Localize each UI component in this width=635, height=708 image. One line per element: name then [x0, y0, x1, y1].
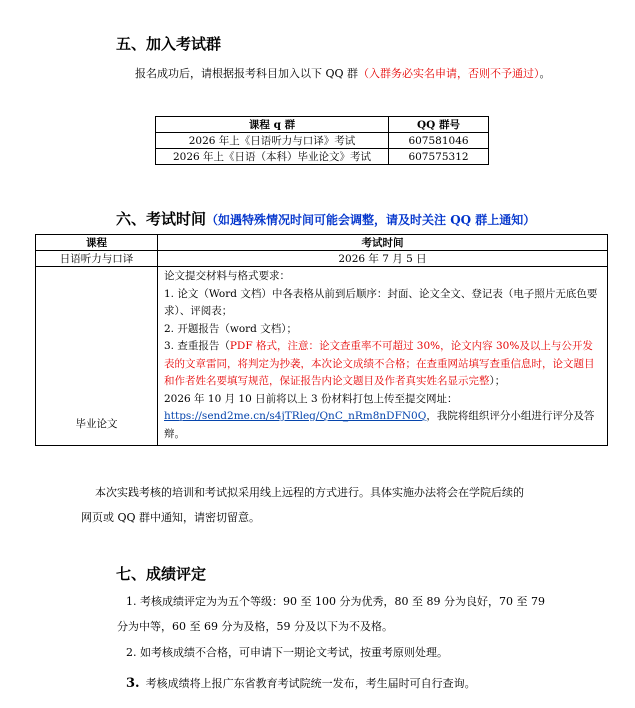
exam-table-course-thesis: 毕业论文	[36, 267, 158, 446]
grading-item-3-text: 考核成绩将上报广东省教育考试院统一发布，考生届时可自行查询。	[145, 677, 476, 690]
thesis-req-item-3-warning: PDF 格式，注意：论文查重率不可超过 30%，论文内容 30%及以上与公开发表的文章雷同，将判定为抄袭，本次论文成绩不合格；在查重网站填写查重信息时，论文题目和作者姓名要填写规范，保证报告内论文题目及作者真实姓名显示完整	[164, 340, 595, 387]
section-6-title: 六、考试时间	[116, 210, 207, 228]
exam-table-course-listening: 日语听力与口译	[36, 251, 158, 267]
exam-table-thesis-requirements	[158, 267, 608, 446]
thesis-submission-after-link: ，我院将组织评分小组进行评分及答辩。	[164, 410, 595, 440]
thesis-req-item-1: 1. 论文（Word 文档）中各表格从前到后顺序：封面、论文全文、登记表（电子照片无底色要求）、评阅表；	[164, 287, 598, 317]
section-6-after-line-1: 本次实践考核的培训和考试拟采用线上远程的方式进行。具体实施办法将会在学院后续的	[95, 486, 524, 499]
thesis-submission-deadline: 2026 年 10 月 10 日前将以上 3 份材料打包上传至提交网址：	[164, 392, 458, 405]
exam-time-table	[35, 234, 608, 446]
grading-item-1-line-2: 分为中等，60 至 69 分为及格，59 分及以下为不及格。	[117, 620, 393, 633]
qq-group-table	[155, 116, 489, 165]
grading-item-2: 2. 如考核成绩不合格，可申请下一期论文考试，按重考原则处理。	[126, 646, 448, 659]
exam-table-header-time: 考试时间	[158, 235, 608, 251]
qq-table-cell-number: 607575312	[389, 149, 489, 165]
section-5-intro	[135, 66, 605, 82]
table-row	[36, 267, 608, 446]
section-5-intro-text: 报名成功后，请根据报考科目加入以下 QQ 群	[135, 67, 359, 80]
section-6-after-line-2: 网页或 QQ 群中通知，请密切留意。	[81, 511, 261, 524]
table-row	[156, 133, 489, 149]
table-row	[156, 149, 489, 165]
qq-table-header-course: 课程 q 群	[156, 117, 389, 133]
exam-table-date-listening: 2026 年 7 月 5 日	[158, 251, 608, 267]
section-7-title: 七、成绩评定	[116, 565, 207, 583]
qq-table-cell-course: 2026 年上《日语听力与口译》考试	[156, 133, 389, 149]
thesis-req-item-2: 2. 开题报告（word 文档）；	[164, 322, 297, 335]
grading-item-1-line-1: 1. 考核成绩评定为为五个等级：90 至 100 分为优秀，80 至 89 分为良好，70 至 79	[126, 595, 545, 608]
exam-table-header-course: 课程	[36, 235, 158, 251]
table-row	[36, 251, 608, 267]
section-6-subtitle: （如遇特殊情况时间可能会调整，请及时关注 QQ 群上通知）	[206, 213, 536, 227]
thesis-submission-line	[164, 408, 603, 443]
section-5-note: （入群务必实名申请，否则不予通过）	[358, 67, 540, 80]
thesis-req-item-3-end: ）；	[489, 375, 506, 387]
grading-item-3-number: 3.	[126, 676, 140, 691]
section-5-title: 五、加入考试群	[116, 35, 222, 53]
section-6-after	[81, 480, 615, 530]
qq-table-header-number: QQ 群号	[389, 117, 489, 133]
grading-item-3	[126, 676, 606, 692]
submission-link[interactable]: https://send2me.cn/s4jTRleg/QnC_nRm8nDFN0Q	[164, 410, 427, 422]
section-5-note-end: 。	[539, 67, 551, 80]
section-6-heading	[116, 208, 535, 229]
qq-table-cell-number: 607581046	[389, 133, 489, 149]
thesis-req-line: 论文提交材料与格式要求：	[164, 270, 290, 282]
qq-table-cell-course: 2026 年上《日语（本科）毕业论文》考试	[156, 149, 389, 165]
thesis-req-item-3	[164, 338, 603, 391]
thesis-req-item-3-start: 3. 查重报告（	[164, 340, 230, 352]
